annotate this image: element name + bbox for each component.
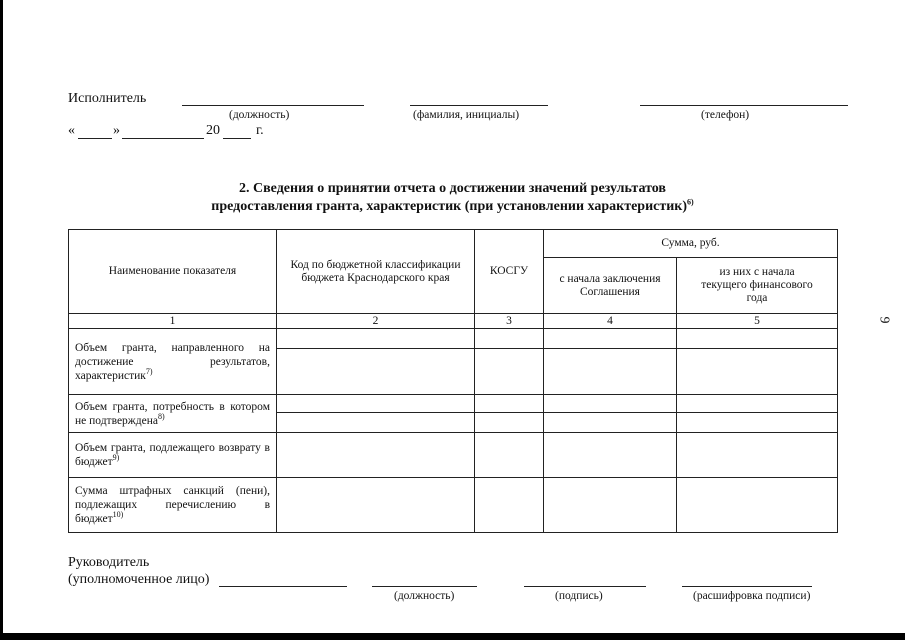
row-label-text: Объем гранта, направленного на достижение результатов, характеристик xyxy=(75,341,270,382)
table-cell[interactable] xyxy=(544,433,677,478)
table-cell[interactable] xyxy=(677,478,838,533)
head-authorized-label: (уполномоченное лицо) xyxy=(68,572,210,587)
executor-position-caption: (должность) xyxy=(229,109,290,121)
date-year-line[interactable] xyxy=(223,138,251,139)
header-indicator: Наименование показателя xyxy=(69,230,277,314)
row-footnote: 9) xyxy=(112,453,120,463)
row-label-grant-directed xyxy=(69,329,277,395)
section-title-footnote: 6) xyxy=(687,197,694,207)
row-footnote: 8) xyxy=(157,411,165,421)
row-label-penalties xyxy=(69,478,277,533)
table-cell[interactable] xyxy=(677,433,838,478)
column-number-3: 3 xyxy=(475,314,544,329)
section-title-line2-text: предоставления гранта, характеристик (при установлении характеристик) xyxy=(211,199,688,214)
date-year-prefix: 20 xyxy=(206,123,220,138)
table-cell[interactable] xyxy=(677,329,838,349)
table-cell[interactable] xyxy=(277,395,475,413)
head-signature-caption: (подпись) xyxy=(555,590,603,602)
executor-name-caption: (фамилия, инициалы) xyxy=(413,109,520,121)
table-cell[interactable] xyxy=(544,329,677,349)
header-kosgu: КОСГУ xyxy=(475,230,544,314)
table-cell[interactable] xyxy=(475,478,544,533)
scan-edge-bottom xyxy=(0,633,905,640)
header-from-agreement: с начала заключения Соглашения xyxy=(544,258,677,314)
executor-name-line[interactable] xyxy=(410,105,548,106)
table-cell[interactable] xyxy=(677,413,838,433)
column-number-4: 4 xyxy=(544,314,677,329)
date-day-line[interactable] xyxy=(78,138,112,139)
column-number-5: 5 xyxy=(677,314,838,329)
scan-edge-left xyxy=(0,0,3,640)
date-month-line[interactable] xyxy=(122,138,204,139)
column-number-1: 1 xyxy=(69,314,277,329)
head-position-caption: (должность) xyxy=(394,590,455,602)
executor-phone-caption: (телефон) xyxy=(701,109,750,121)
section-title-line1: 2. Сведения о принятии отчета о достижении значений результатов xyxy=(239,181,666,196)
row-footnote: 10) xyxy=(112,510,124,520)
row-label-grant-return xyxy=(69,433,277,478)
row-label-grant-not-confirmed xyxy=(69,395,277,433)
date-year-suffix: г. xyxy=(256,123,264,138)
date-open-quote: « xyxy=(68,123,75,138)
date-close-quote: » xyxy=(113,123,120,138)
row-footnote: 7) xyxy=(145,366,153,376)
head-signature-line[interactable] xyxy=(524,586,646,587)
table-cell[interactable] xyxy=(475,413,544,433)
header-sum: Сумма, руб. xyxy=(544,230,838,258)
table-cell[interactable] xyxy=(544,349,677,395)
column-number-2: 2 xyxy=(277,314,475,329)
table-cell[interactable] xyxy=(277,413,475,433)
head-decoding-line[interactable] xyxy=(682,586,812,587)
header-of-which: из них с начала текущего финансового года xyxy=(677,258,838,314)
head-position-line[interactable] xyxy=(372,586,477,587)
executor-phone-line[interactable] xyxy=(640,105,848,106)
table-cell[interactable] xyxy=(544,395,677,413)
head-label: Руководитель xyxy=(68,555,150,570)
table-cell[interactable] xyxy=(544,478,677,533)
table-cell[interactable] xyxy=(475,329,544,349)
executor-position-line[interactable] xyxy=(182,105,364,106)
section-title-line2 xyxy=(0,199,905,215)
table-cell[interactable] xyxy=(277,329,475,349)
head-authorized-line[interactable] xyxy=(219,586,347,587)
row-label-text: Объем гранта, подлежащего возврату в бюджет xyxy=(75,442,270,468)
table-cell[interactable] xyxy=(277,349,475,395)
table-cell[interactable] xyxy=(475,349,544,395)
executor-label: Исполнитель xyxy=(68,91,147,106)
header-budget-code: Код по бюджетной классификации бюджета Краснодарского края xyxy=(277,230,475,314)
report-acceptance-table xyxy=(68,229,838,533)
page-number: 9 xyxy=(876,316,892,324)
table-cell[interactable] xyxy=(677,395,838,413)
table-cell[interactable] xyxy=(475,433,544,478)
table-cell[interactable] xyxy=(277,478,475,533)
head-decoding-caption: (расшифровка подписи) xyxy=(693,590,811,602)
table-cell[interactable] xyxy=(277,433,475,478)
table-cell[interactable] xyxy=(677,349,838,395)
table-cell[interactable] xyxy=(475,395,544,413)
row-label-text: Сумма штрафных санкций (пени), подлежащих перечислению в бюджет xyxy=(75,485,270,525)
table-cell[interactable] xyxy=(544,413,677,433)
row-label-text: Объем гранта, потребность в котором не подтверждена xyxy=(75,400,270,427)
